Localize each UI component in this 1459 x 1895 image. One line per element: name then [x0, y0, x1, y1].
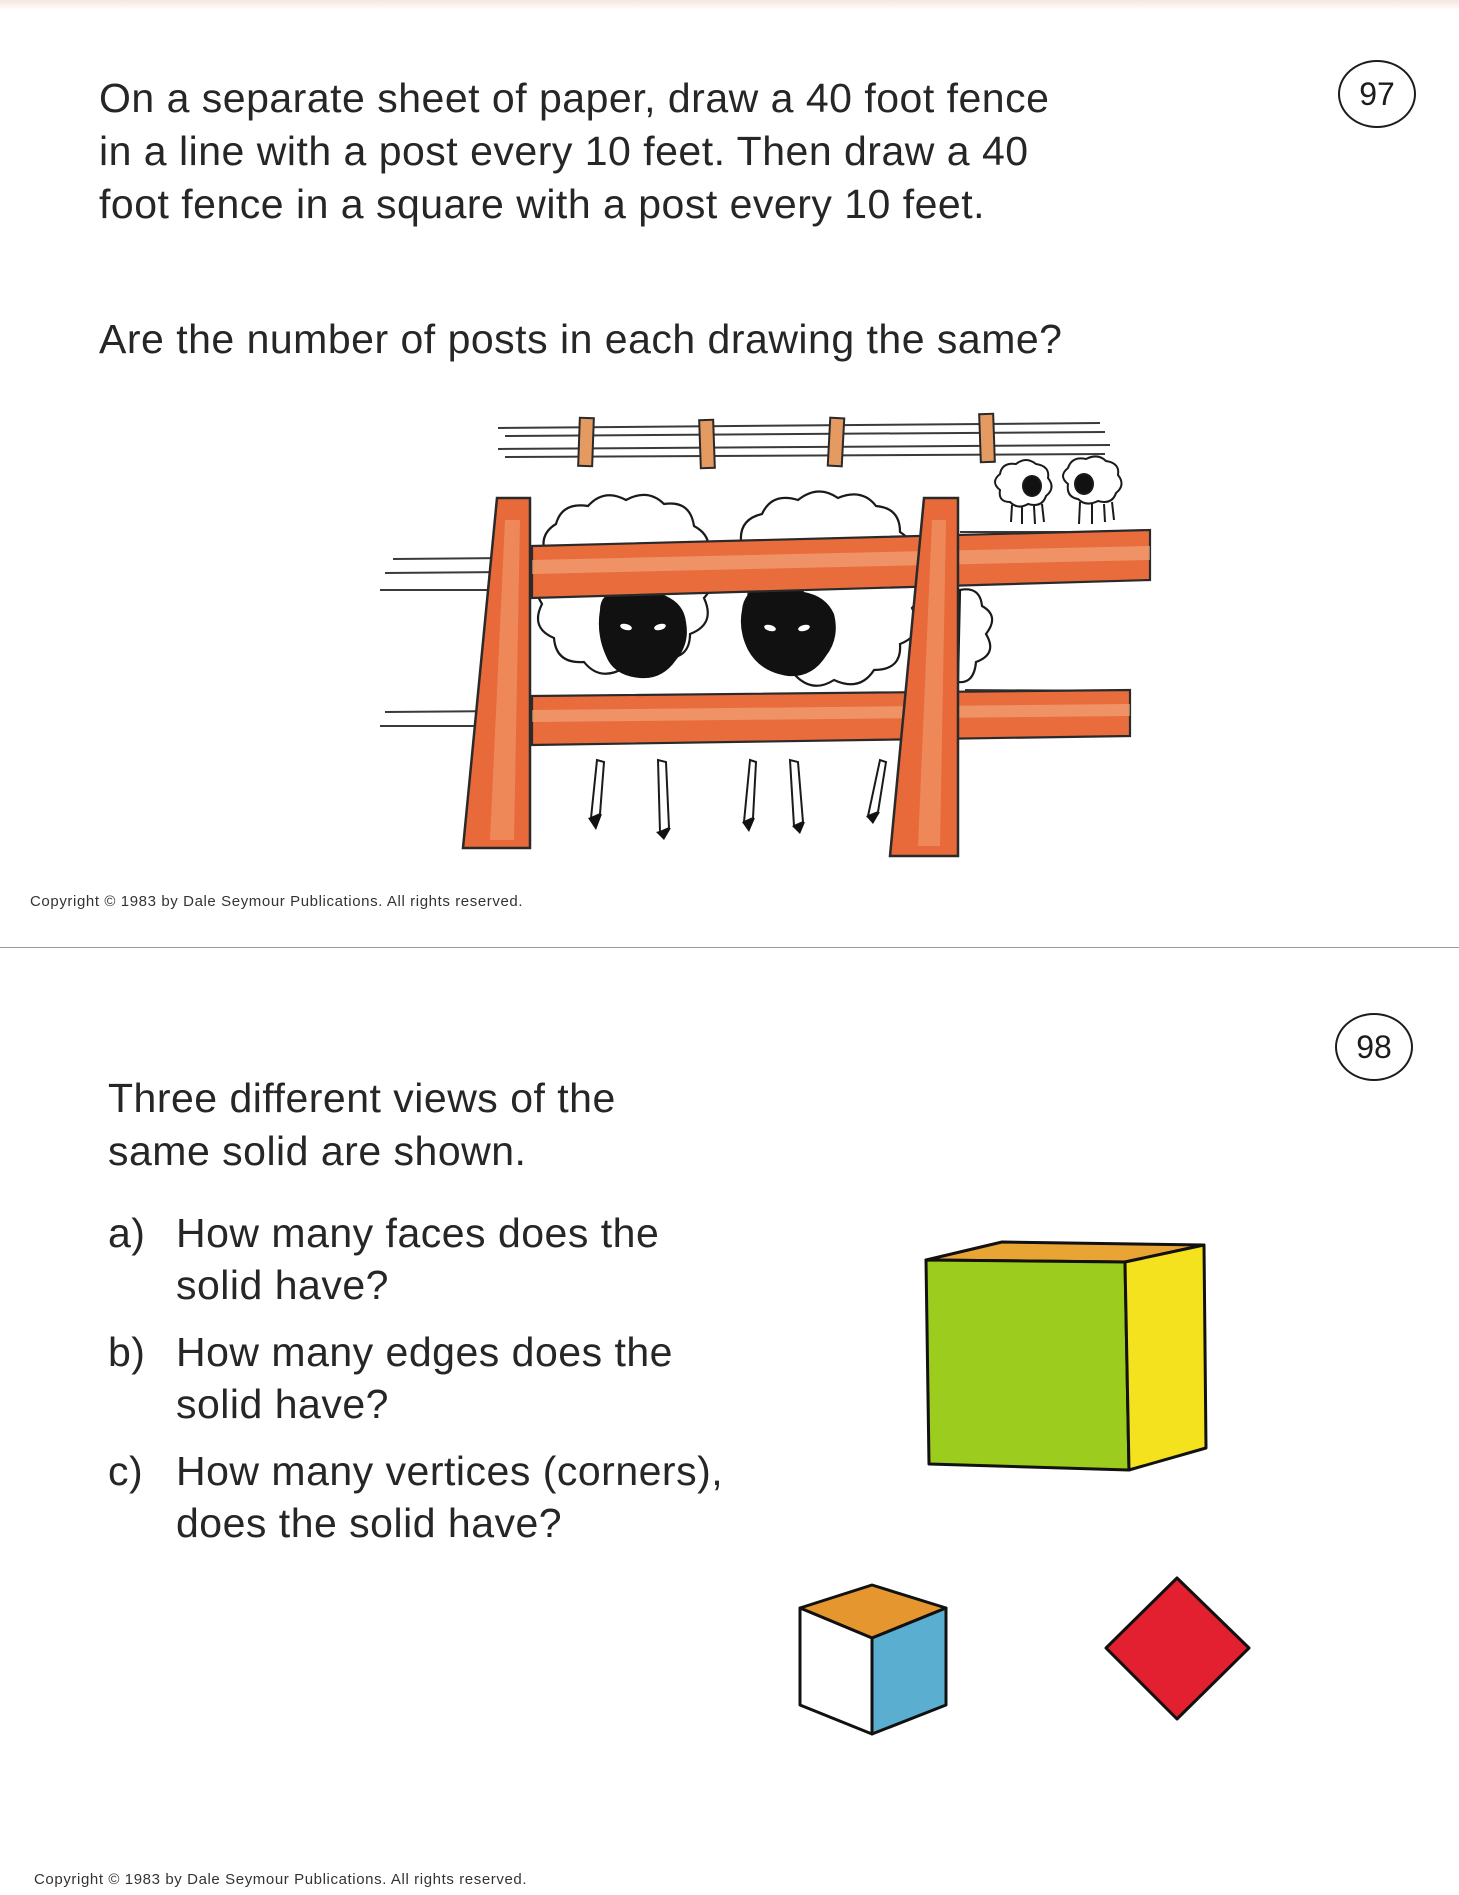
problem-intro: Three different views of the same solid are shown.: [108, 1075, 616, 1174]
problem-number-badge: 98: [1335, 1013, 1413, 1081]
diamond-view: [1106, 1578, 1249, 1719]
cube-three-views-illustration: [0, 948, 1459, 1895]
question-letter: c): [108, 1448, 144, 1494]
question-text: How many faces does the solid have?: [176, 1210, 660, 1308]
sheep-face-left: [599, 589, 687, 678]
question-letter: a): [108, 1210, 146, 1256]
question-letter: b): [108, 1329, 146, 1375]
problem-text: On a separate sheet of paper, draw a 40 foot fence in a line with a post every 10 feet. Then draw a 40 foot fence in a square with a post every 10 feet.: [99, 75, 1050, 227]
problem-question: Are the number of posts in each drawing the same?: [99, 316, 1063, 362]
question-text: How many vertices (corners), does the solid have?: [176, 1448, 724, 1546]
copyright-notice: Copyright © 1983 by Dale Seymour Publications. All rights reserved.: [34, 1871, 528, 1888]
question-text: How many edges does the solid have?: [176, 1329, 673, 1427]
small-sheep-left: [995, 460, 1052, 524]
small-cube: [800, 1585, 946, 1734]
small-sheep-right: [1063, 456, 1122, 524]
problem-number-badge: 97: [1338, 60, 1416, 128]
large-cube-front: [926, 1260, 1129, 1470]
large-cube-side: [1125, 1245, 1206, 1470]
large-cube: [926, 1242, 1206, 1470]
copyright-notice: Copyright © 1983 by Dale Seymour Publications. All rights reserved.: [30, 893, 524, 910]
problem-card-98: [0, 948, 1459, 1895]
